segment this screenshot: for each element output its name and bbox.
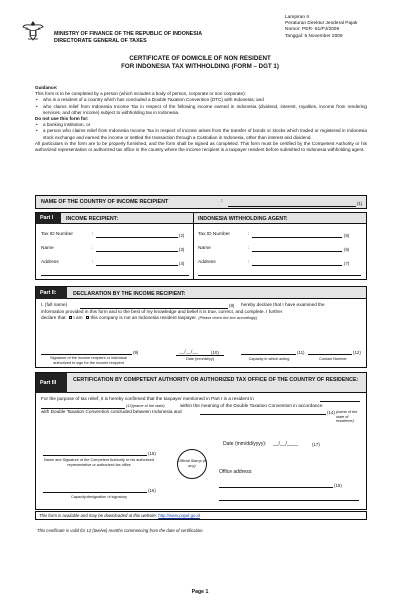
checkbox-note: (Please check the box accordingly) [198,316,258,320]
agent-taxid-num: (5) [344,233,350,238]
guidance-section [35,85,367,153]
not-use-item: • a banking institution, or [35,122,367,128]
contact-num: (12) [353,350,361,355]
guidance-heading: Guidance: [35,85,58,90]
option-company: this company is not an Indonesia resident taxpayer. [90,315,198,320]
recipient-signature-line[interactable] [41,354,132,355]
certification-residence-num: (14) [327,410,335,415]
agent-address-num: (7) [344,261,350,266]
not-use-item: • a person who claims relief from Indonesia Income Tax in respect of income arises from the transfer of bonds or stocks which traded or registered in Indonesia stock exchange and earned the income or settled the transaction through a Custodian in Indonesia, other than interest and dividend. [35,128,367,140]
declaration-line2: information provided in this form and to the best of my knowledge and belief it is true, correct, and complete. I further [41,308,283,314]
certification-line1: For the purpose of tax relief, it is hereby confirmed that the taxpayer mentioned in Part I is a resident in [41,396,254,401]
certification-state-line-a[interactable] [320,401,360,402]
part3-heading: CERTIFICATION BY COMPETENT AUTHORITY OR AUTHORIZED TAX OFFICE OF THE COUNTRY OF RESIDENCE: [73,377,359,383]
declaration-date-caption: Date (mm/dd/yy) [185,356,215,361]
office-address-label: Office address: [219,469,253,475]
agent-name-colon: : [248,246,250,251]
recipient-address-colon: : [92,260,94,265]
country-label: NAME OF THE COUNTRY OF INCOME RECIPIENT [41,199,169,205]
capacity-caption: Capacity in which acting [248,356,290,361]
lampiran-line: Lampiran II [285,15,309,20]
agent-address-input[interactable] [252,265,342,266]
contact-caption: Contact Number [319,356,347,361]
part2-tag: Part II: [36,287,67,299]
country-input-line[interactable] [228,206,356,207]
recipient-address-num: (4) [179,261,185,266]
lampiran-line: Tanggal: 5 November 2009 [285,33,343,39]
form-title-line: CERTIFICATE OF DOMICILE OF NON RESIDENT [129,55,271,62]
signatory-capacity-num: (16) [148,488,156,493]
guidance-intro: This form is to be completed by a person (which includes a body of person, corporate or non corporate): [35,91,246,97]
availability-label: This form is available and may be downloaded at this website: [39,513,157,519]
agent-name-label: Name [198,246,211,251]
guidance-who-item: • who is a resident of a country which has concluded a Double Taxation Convention (DTC) with Indonesia; and [35,97,367,103]
not-use-heading: Do not use this form for: [35,115,89,121]
guidance-who-list [35,97,367,116]
authority-signature-caption: Name and Signature of the Competent Authority or his authorized representative or authorized tax office [44,458,154,467]
contact-line[interactable] [308,354,352,355]
capacity-line[interactable] [241,354,296,355]
download-link[interactable]: http://www.pajak.go.id [158,513,201,519]
declaration-date-num: (10) [211,350,219,355]
certification-date-value[interactable]: __/__/____ [273,441,299,447]
form-title-line: FOR INDONESIA TAX WITHHOLDING (FORM – DGT 1) [121,63,279,71]
recipient-name-num: (3) [179,247,185,252]
office-address-line2[interactable] [219,500,359,501]
authority-signature-line[interactable] [43,455,147,456]
checkbox-company[interactable] [86,316,90,320]
agent-taxid-label: Tax ID Number [198,232,230,237]
recipient-signature-num: (9) [133,350,139,355]
recipient-heading: INCOME RECIPIENT: [66,216,119,222]
official-stamp-placeholder: Official Stamp (if any) [177,449,207,479]
part2-box [35,286,367,368]
office-address-line1[interactable] [219,487,333,488]
signatory-capacity-caption: Capacity/designation of signatory [71,494,127,499]
recipient-address-label: Address [41,260,59,265]
page-number: Page 1 [191,589,209,595]
country-colon: : [221,199,223,204]
form-title [0,55,400,72]
certification-state-num: (13)(name of the state) [126,404,165,408]
part2-heading: DECLARATION BY THE INCOME RECIPIENT: [73,290,186,297]
availability-box [35,511,367,520]
agent-address-line2[interactable] [198,275,361,276]
directorate-name: DIRECTORATE GENERAL OF TAXES [54,37,147,44]
recipient-name-label: Name [41,246,54,251]
certification-line3: with Double Taxation Convention concluded between Indonesia and [41,409,182,414]
recipient-name-input[interactable] [96,251,178,252]
lampiran-block [285,15,357,40]
office-address-num: (18) [334,483,342,488]
validity-note: This certificate is valid for 12 (twelve) months commencing from the date of certification. [37,528,204,533]
certification-residence-note: (name of the state of residence). [336,410,358,424]
guidance-closing: All particulars in the form are to be properly furnished, and the form shall be signed as completed. This form must be certified by the Competent Authority or his authorized representative or authorized tax office in the country where the income recipient is a taxpayer resident before submitted to Indonesia withholding agent. [35,140,367,152]
agent-address-label: Address [198,260,216,265]
part1-divider [193,213,194,279]
lampiran-line: Peraturan Direktur Jenderal Pajak [285,21,358,27]
capacity-num: (11) [297,350,305,355]
recipient-address-line2[interactable] [41,275,189,276]
agent-name-num: (6) [344,247,350,252]
agent-taxid-input[interactable] [252,237,342,238]
checkbox-i-am[interactable] [69,316,73,320]
agent-taxid-colon: : [248,232,250,237]
declaration-fullname-label: I, (full name) [41,302,68,307]
country-num: (1) [357,200,363,206]
country-box [35,195,367,209]
garuda-emblem-icon [22,19,44,43]
part3-box [35,372,367,510]
not-use-list [35,122,367,141]
declaration-fullname-num: (8) [229,303,235,308]
recipient-taxid-num: (2) [179,233,185,238]
declaration-line3 [41,315,257,321]
declaration-line1-rest: hereby declare that I have examined the [241,302,325,307]
ministry-name: MINISTRY OF FINANCE OF THE REPUBLIC OF INDONESIA [54,31,203,37]
ministry-header [54,31,202,45]
certification-residence-input[interactable] [200,414,326,415]
certification-date-num: (17) [312,442,320,447]
recipient-name-colon: : [92,246,94,251]
recipient-taxid-input[interactable] [96,237,178,238]
certification-line2: within the meaning of the Double Taxation Convention in accordance [180,402,323,408]
agent-address-colon: : [248,260,250,265]
option-i-am: I am [73,315,83,320]
recipient-taxid-colon: : [92,232,94,237]
recipient-signature-caption: Signature of the income recipient or individual authorized to sign for the income recipient [50,356,127,365]
recipient-address-input[interactable] [96,265,178,266]
guidance-who-item: • who claims relief from Indonesia Income Tax in respect of the following income earned in Indonesia (dividend, interest, royalties, income from rendering services, and other income) subject to withholding tax in Indonesia. [35,104,367,116]
part1-tag: Part I [36,213,61,224]
availability-text [39,513,200,518]
part3-tag: Part III [36,373,67,393]
agent-name-input[interactable] [252,251,342,252]
signatory-capacity-line[interactable] [43,492,147,493]
declaration-date-value[interactable]: __/__/__ [179,350,198,355]
part1-box [35,212,367,280]
authority-signature-num: (15) [148,451,156,456]
recipient-taxid-label: Tax ID Number [41,232,73,237]
declaration-line3-lead: declare that [41,315,66,320]
lampiran-line: Nomor: PER- 61/PJ/2009 [285,27,340,33]
agent-heading: INDONESIA WITHHOLDING AGENT: [198,216,288,222]
certification-date-label: Date (mm/dd/yyyy): [223,441,267,447]
